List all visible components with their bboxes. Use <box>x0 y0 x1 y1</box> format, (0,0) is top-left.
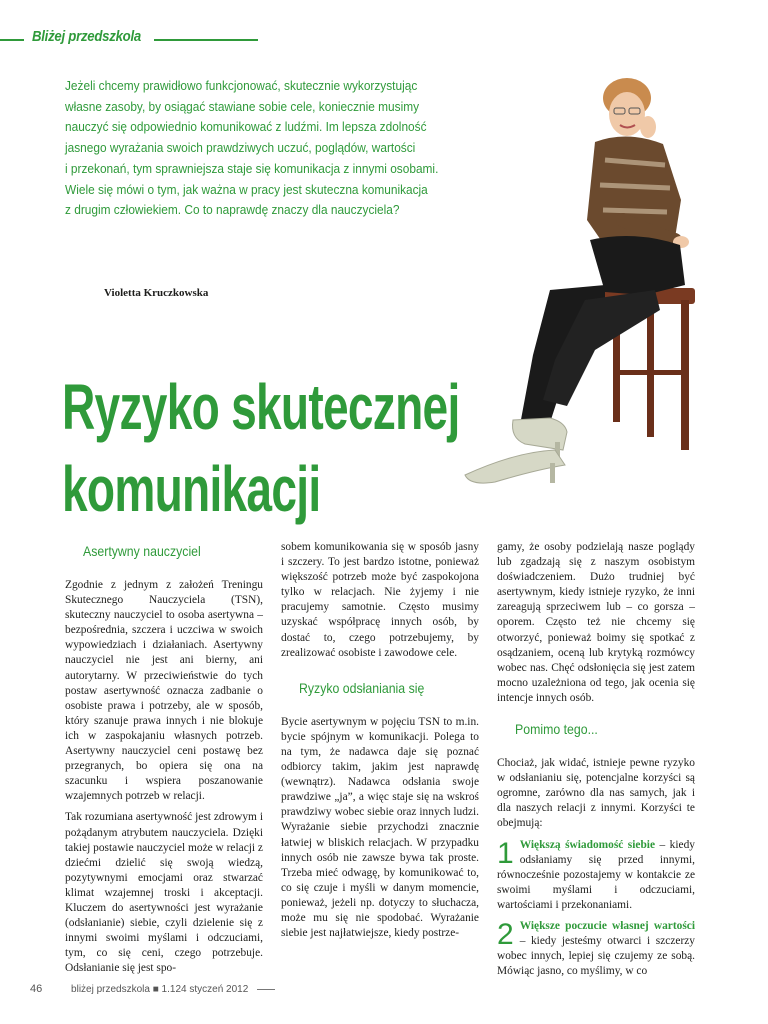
section-rubric <box>0 28 260 50</box>
author-name: Violetta Kruczkowska <box>104 287 209 299</box>
lead-line: Jeżeli chcemy prawidłowo funkcjonować, skutecznie wykorzystując <box>65 78 418 93</box>
body-paragraph: gamy, że osoby podzielają nasze poglądy lub zgadzają się z naszym osobistym doświadczeniem. Dużo trudniej być asertywnym, kiedy istnieje ryzyko, że inni zareagują sprzeciwem lub – co gorsza – oporem. Często też nie chcemy się otworzyć, ponieważ boimy się spotkać z osądzaniem, oceną lub krytyką rozmówcy wobec nas. Chęć odsłonięcia się jest zatem mocno uzależniona od tego, jak ocenia się intencje innych osób. <box>497 541 695 704</box>
list-item-text: – kiedy odsłaniamy się przed innymi, równocześnie pozostajemy w kontakcie ze swoimi myślami i odczuciami, wartościami i przekonaniami. <box>497 838 695 911</box>
footer-rule <box>257 989 275 990</box>
page-footer <box>30 983 275 995</box>
body-paragraph: Tak rozumiana asertywność jest zdrowym i pożądanym atrybutem nauczyciela. Dzięki takiej postawie nauczyciel może w relacji z dziećmi dzielić się swoją wiedzą, pozytywnymi emocjami oraz stwarzać klimat wzajemnej troski i akceptacji. Kluczem do asertywności jest wyrażanie (odsłanianie) siebie, czyli dzielenie się z innymi swoimi myślami i odczuciami, tym, co się ceni, czego potrzebuje. Odsłanianie się jest spo- <box>65 811 263 975</box>
column-2 <box>281 540 479 947</box>
section-heading-asertywny: Asertywny nauczyciel <box>83 543 201 559</box>
lead-line: własne zasoby, by osiągać stawiane sobie cele, koniecznie musimy <box>65 98 420 114</box>
list-number: 1 <box>497 836 514 870</box>
list-number: 2 <box>497 917 514 951</box>
body-paragraph: Chociaż, jak widać, istnieje pewne ryzyko w odsłanianiu się, potencjalne korzyści są ogromne, zarówno dla nas samych, jak i dla naszych relacji z innymi. Korzyści te obejmują: <box>497 757 695 830</box>
lead-line: jasnego wyrażania swoich prawdziwych uczuć, poglądów, wartości <box>65 140 416 156</box>
list-item-text: – kiedy jesteśmy otwarci i szczerzy wobec innych, lepiej się czujemy ze sobą. Mówiąc jasno, co myślimy, w co <box>497 935 695 978</box>
page-number: 46 <box>30 983 43 995</box>
body-paragraph: Bycie asertywnym w pojęciu TSN to m.in. bycie spójnym w komunikacji. Polega to na tym, że nadawca daje się poznać odbiorcy takim, jakim jest naprawdę (wewnątrz). Nadawca odsłania swoje prawdziwe „ja”, a więc staje się na wskroś prawdziwy wobec siebie oraz innych ludzi. Wyrażanie siebie przychodzi znacznie łatwiej w bliskich relacjach. W przypadku innych osób nie zawsze bywa tak proste. Trzeba mieć odwagę, by komunikować to, co się czuje i myśli w danym momencie, ponieważ, jeżeli np. dotyczy to słuchacza, może mu się nie spodobać. Wyrażanie siebie jest najłatwiejsze, kiedy postrze- <box>281 715 479 940</box>
section-heading-pomimo: Pomimo tego... <box>515 721 598 738</box>
list-item-bold: Większą świadomość siebie <box>519 838 656 851</box>
woman-on-chair-photo <box>455 70 705 520</box>
title-line-2: komunikacji <box>62 453 321 525</box>
column-1 <box>65 540 263 982</box>
section-heading-ryzyko: Ryzyko odsłaniania się <box>299 679 425 696</box>
list-item-bold: Większe poczucie własnej wartości <box>519 919 695 932</box>
body-paragraph: sobem komunikowania się w sposób jasny i szczery. To jest bardzo istotne, ponieważ większość potrzeb może być zaspokojona tylko w relacjach. Nie żyjemy i nie pracujemy samotnie. Często musimy uzyskać współpracę innych osób, by dostać to, czego potrzebujemy, by zrealizować osobiste i zawodowe cele. <box>281 541 479 659</box>
lead-line: Wiele się mówi o tym, jak ważna w pracy jest skuteczna komunikacja <box>65 181 428 197</box>
lead-paragraph <box>65 76 439 221</box>
column-3 <box>497 540 695 985</box>
rubric-line-right <box>154 39 258 41</box>
list-item <box>497 919 695 979</box>
title-line-1: Ryzyko skutecznej <box>62 371 460 443</box>
list-item <box>497 838 695 913</box>
article-title <box>62 366 460 530</box>
issue-info: bliżej przedszkola ■ 1.124 styczeń 2012 <box>71 984 249 995</box>
body-paragraph: Zgodnie z jednym z założeń Treningu Skutecznego Nauczyciela (TSN), skuteczny nauczyciel to osoba asertywna – bezpośrednia, szczera i uczciwa w swoich wypowiedziach i działaniach. Asertywny nauczyciel nie jest ani bierny, ani autorytarny. W przeciwieństwie do tych postaw asertywność oznacza zadbanie o osobiste prawa i potrzeby, ale w sposób, który szanuje prawa innych i nie blokuje ich w zaspokajaniu własnych potrzeb. Asertywny nauczyciel ceni postawę bez przegranych, bo opiera się ona na szacunku i wspiera poszanowanie wzajemnych potrzeb w relacji. <box>65 579 263 803</box>
lead-line: i przekonań, tym sprawniejsza staje się komunikacja z innymi osobami. <box>65 160 439 176</box>
lead-line: z drugim człowiekiem. Co to naprawdę znaczy dla nauczyciela? <box>65 202 400 218</box>
rubric-label: Bliżej przedszkola <box>32 28 141 45</box>
lead-line: nauczyć się odpowiednio komunikować z ludźmi. Im lepsza zdolność <box>65 119 427 135</box>
rubric-line-left <box>0 39 24 41</box>
